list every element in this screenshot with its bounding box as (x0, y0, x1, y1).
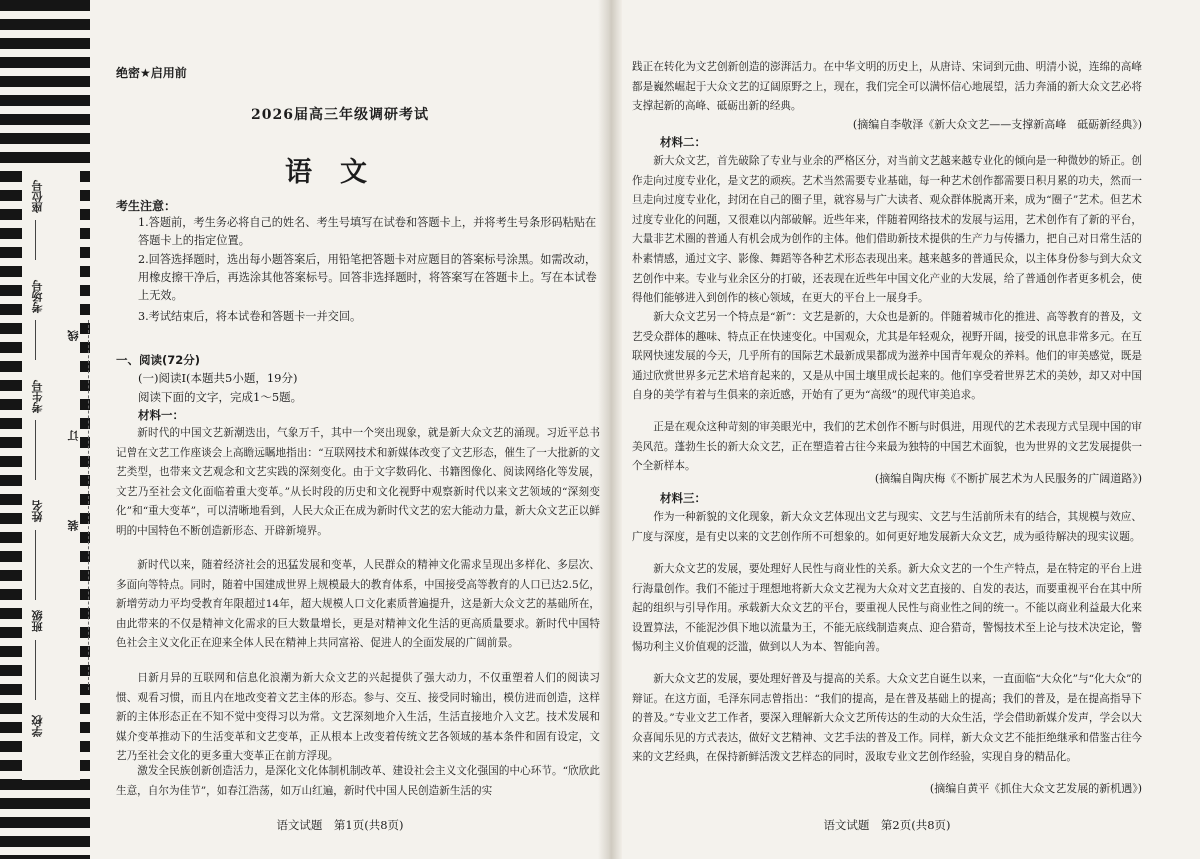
source-citation: (摘编自陶庆梅《不断扩展艺术为人民服务的广阔道路》) (874, 472, 1142, 485)
notice-item: 2.回答选择题时，选出每小题答案后，用铅笔把答题卡对应题目的答案标号涂黑。如需改动，用橡皮擦干净后，再选涂其他答案标号。回答非选择题时，将答案写在答题卡上。写在本试卷上无效。 (138, 253, 597, 302)
subject-title: 语文 (285, 157, 395, 188)
body-paragraph: 激发全民族创新创造活力，是深化文化体制机制改革、建设社会主义文化强国的中心环节。“欣欣此生意，自尔为佳节”，如春江浩荡，如万山红遍，新时代中国人民创造新生活的实 (116, 765, 600, 797)
cut-mark-bind: 装 (67, 520, 80, 531)
class-label: 班级 (31, 610, 44, 632)
exam-room-blank (35, 320, 36, 360)
cut-line (88, 320, 90, 690)
name-blank (35, 530, 36, 600)
name-label: 姓名 (31, 500, 44, 522)
exam-room-label: 考场号 (31, 280, 44, 313)
subsection-heading: (一)阅读Ⅰ(本题共5小题，19分) (138, 371, 298, 385)
body-paragraph: 践正在转化为文艺创新创造的澎湃活力。在中华文明的历史上，从唐诗、宋词到元曲、明清小说，连绵的高峰都是巍然崛起于大众文艺的辽阔原野之上，现在，我们完全可以满怀信心地展望，活力奔涌的新大众文艺必将支撑起新的高峰、砥砺出新的经典。 (632, 61, 1142, 113)
class-blank (35, 640, 36, 700)
seat-number-blank (35, 220, 36, 260)
section-heading: 一、阅读(72分) (116, 353, 201, 367)
body-paragraph: 新大众文艺的发展，要处理好普及与提高的关系。大众文艺自诞生以来，一直面临“大众化”与“化大众”的辩证。在这方面，毛泽东同志曾指出：“我们的提高，是在普及基础上的提高；我们的普及，是在提高指导下的普及。”专业文艺工作者，要深入理解新大众文艺所传达的生动的大众生活，学会借助新媒介发声，学会以大众喜闻乐见的方式表达，做好文艺精神、文艺手法的普及工作。同样，新大众文艺不能拒绝继承和借鉴古往今来的文艺经典，在保持新鲜活泼文艺样态的同时，汲取专业文艺创作经验，实现自身的精品化。 (632, 673, 1142, 764)
cut-mark-line: 线 (67, 330, 80, 341)
notice-item: 1.答题前，考生务必将自己的姓名、考生号填写在试卷和答题卡上，并将考生号条形码粘贴在答题卡上的指定位置。 (138, 216, 597, 247)
notice-item: 3.考试结束后，将本试卷和答题卡一并交回。 (138, 310, 362, 323)
candidate-number-label: 考生号 (31, 380, 44, 413)
notice-heading: 考生注意： (116, 199, 177, 213)
body-paragraph: 日新月异的互联网和信息化浪潮为新大众文艺的兴起提供了强大动力，不仅重塑着人们的阅读习惯、观看习惯，而且内在地改变着文艺主体的形态。参与、交互、接受同时输出，模仿进而创造，这样新的主体形态正在不知不觉中变得习以为常。文艺深刻地介入生活，生活直接地介入文艺。技术发展和媒介变革推动下的生活变革和文艺变革，正从根本上改变着传统文艺各领域的基本条件和固有设定，文艺乃至社会文化的更多重大变革正在前方浮现。 (116, 672, 600, 763)
body-paragraph: 正是在观众这种苛刻的审美眼光中，我们的艺术创作不断与时俱进，用现代的艺术表现方式呈现中国的审美风范。蓬勃生长的新大众文艺，正在塑造着古往今来最为独特的中国艺术面貌，也为世界的文艺发展提供一个全新样本。 (632, 421, 1142, 473)
exam-title: 2026届高三年级调研考试 (251, 107, 429, 123)
material-two-label: 材料二： (660, 135, 706, 149)
body-paragraph: 新大众文艺，首先破除了专业与业余的严格区分，对当前文艺越来越专业化的倾向是一种微妙的矫正。创作走向过度专业化，是文艺的顽疾。艺术当然需要专业基础，每一种艺术创作都需要日积月累的功夫，然而一旦走向过度专业化，封闭在自己的圈子里，就容易与广大读者、观众群体脱离开来，成为“圈子”艺术。但艺术过度专业化的问题，又很难以内部破解。近些年来，伴随着网络技术的发展与运用，艺术创作有了新的平台，大量非艺术圈的普通人有机会成为创作的主体。他们借助新技术提供的生产力与传播力，把自己对日常生活的朴素情感，通过文字、影像、舞蹈等各种艺术形态表现出来。越来越多的普通民众，以主体身份参与到大众文艺创作中来。专业与业余区分的打破，还表现在近些年中国文化产业的大发展，给了普通创作者更多机会，使得他们能够进入到创作的核心领域，在更大的平台上一展身手。 (632, 155, 1142, 305)
candidate-number-blank (35, 420, 36, 480)
source-citation: (摘编自李敬泽《新大众文艺——支撑新高峰 砥砺新经典》) (852, 118, 1142, 131)
body-paragraph: 作为一种新貌的文化现象，新大众文艺体现出文艺与现实、文艺与生活前所未有的结合，其规模与效应、广度与深度，是有史以来的文艺创作所不可想象的。如何更好地发展新大众文艺，成为亟待解决的现实议题。 (632, 511, 1142, 543)
page-fold (598, 0, 622, 859)
reading-instruction: 阅读下面的文字，完成1～5题。 (138, 390, 303, 404)
source-citation: (摘编自黄平《抓住大众文艺发展的新机遇》) (929, 782, 1142, 795)
cut-mark-order: 订 (67, 430, 80, 441)
material-one-label: 材料一： (138, 408, 184, 422)
body-paragraph: 新时代以来，随着经济社会的迅猛发展和变革，人民群众的精神文化需求呈现出多样化、多层次、多面向等特点。同时，随着中国建成世界上规模最大的教育体系，中国接受高等教育的人口已达2.5亿，新增劳动力平均受教育年限超过14年，超大规模人口文化素质普遍提升，这是新大众文艺的基础所在，由此带来的不仅是精神文化需求的巨大数量增长，更是对精神文化生活的更高质量要求。新时代中国特色社会主义文化正在迎来全体人民在精神上共同富裕、促进人的全面发展的广阔前景。 (116, 559, 600, 650)
body-paragraph: 新大众文艺另一个特点是“新”：文艺是新的，大众也是新的。伴随着城市化的推进、高等教育的普及，文艺受众群体的趣味、特点正在快速变化。中国观众，尤其是年轻观众，视野开阔，接受的讯息非常多元。在互联网快速发展的今天，几乎所有的国际艺术最新成果都成为滋养中国青年观众的养料。他们的审美感觉，既是通过欣赏世界多元艺术培育起来的，又是从中国土壤里成长起来的。他们享受着世界艺术的美妙，却又对中国自身的美学有着与生俱来的亲近感，开始有了更为“高级”的现代审美追求。 (632, 311, 1142, 402)
page-footer: 语文试题 第2页(共8页) (823, 818, 951, 832)
binding-area (22, 170, 80, 780)
school-label: 学校 (31, 715, 44, 737)
body-paragraph: 新时代的中国文艺新潮迭出，气象万千，其中一个突出现象，就是新大众文艺的涌现。习近平总书记曾在文艺工作座谈会上高瞻远瞩地指出：“互联网技术和新媒体改变了文艺形态，催生了一大批新的文艺类型，也带来文艺观念和文艺实践的深刻变化。由于文字数码化、书籍图像化、阅读网络化等发展，文艺乃至社会文化面临着重大变革。”从长时段的历史和文化视野中观察新时代以来文艺领域的“深刻变化”和“重大变革”，可以清晰地看到，人民大众正在成为新时代文艺的宏大能动力量，新大众文艺正以鲜明的中国特色不断创造新形态、开辟新境界。 (116, 427, 600, 537)
seat-number-label: 座位号 (31, 180, 44, 213)
body-paragraph: 新大众文艺的发展，要处理好人民性与商业性的关系。新大众文艺的一个生产特点，是在特定的平台上进行海量创作。我们不能过于理想地将新大众文艺视为大众对文艺直接的、自发的表达，而要重视平台在其中所起的组织与引导作用。承载新大众文艺的平台，要重视人民性与商业性之间的统一。不能以商业利益最大化来设置算法，不能泥沙俱下地以流量为王，不能无底线制造爽点、迎合猎奇，警惕技术至上论与技术决定论，警惕功利主义价值观的泛滥，做到以人为本、智能向善。 (632, 563, 1142, 654)
page-footer: 语文试题 第1页(共8页) (276, 818, 404, 832)
material-three-label: 材料三： (660, 491, 706, 505)
secret-mark: 绝密★启用前 (116, 66, 187, 80)
